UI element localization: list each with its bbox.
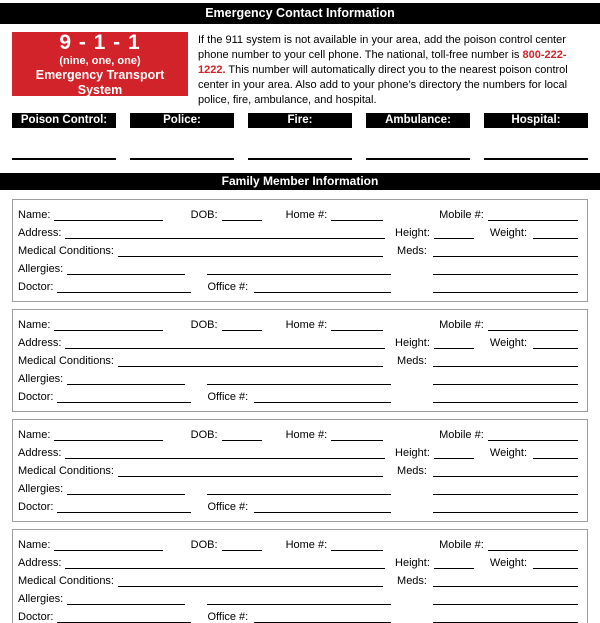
address-field-label: Address: <box>18 337 62 349</box>
medical-conditions-row <box>18 571 578 589</box>
home-phone-field-blank <box>331 550 383 551</box>
address-row <box>18 333 578 351</box>
allergies-continuation-blank <box>207 494 391 495</box>
mobile-phone-field-blank <box>488 440 578 441</box>
name-field-label: Name: <box>18 209 51 221</box>
911-red-box <box>12 32 188 96</box>
intro-paragraph <box>198 32 588 108</box>
allergies-field-blank <box>67 274 185 275</box>
meds-field-blank <box>433 366 578 367</box>
name-field-label: Name: <box>18 319 51 331</box>
name-field-blank <box>54 550 162 551</box>
weight-field-label: Weight: <box>489 447 527 459</box>
meds-field-blank <box>433 476 578 477</box>
meds-field-label: Meds: <box>397 245 427 257</box>
height-field-label: Height: <box>395 337 430 349</box>
mobile-phone-field-label: Mobile #: <box>439 539 484 551</box>
dob-field-label: DOB: <box>190 319 218 331</box>
meds-field-blank <box>433 586 578 587</box>
medical-conditions-field-blank <box>118 586 383 587</box>
address-field-label: Address: <box>18 227 62 239</box>
weight-field-label: Weight: <box>489 337 527 349</box>
office-phone-field-label: Office #: <box>207 611 249 623</box>
mobile-phone-field-label: Mobile #: <box>439 319 484 331</box>
allergies-continuation-blank <box>207 604 391 605</box>
medical-conditions-field-blank <box>118 256 383 257</box>
meds-field-blank <box>433 256 578 257</box>
meds-field-label: Meds: <box>397 575 427 587</box>
name-field-label: Name: <box>18 429 51 441</box>
office-phone-field-blank <box>254 402 391 403</box>
medical-conditions-field-label: Medical Conditions: <box>18 355 114 367</box>
name-row <box>18 315 578 333</box>
allergies-field-blank <box>67 494 185 495</box>
medical-conditions-field-label: Medical Conditions: <box>18 575 114 587</box>
doctor-field-blank <box>57 402 191 403</box>
allergies-continuation-blank <box>207 384 391 385</box>
mobile-phone-field-blank <box>488 220 578 221</box>
911-number: 9 - 1 - 1 <box>59 30 141 54</box>
dob-field-label: DOB: <box>190 539 218 551</box>
family-section-header: Family Member Information <box>0 173 600 190</box>
intro-text-after: This number will automatically direct you to the nearest poison control center in your area. Also add to your phone’s directory the numbers for local police, fire, ambulance, and hospital. <box>198 64 568 106</box>
poison-control-phone-number: 800-222-1222. <box>198 49 567 76</box>
weight-field-blank <box>533 238 578 239</box>
name-row <box>18 535 578 553</box>
mobile-phone-field-blank <box>488 330 578 331</box>
home-phone-field-label: Home #: <box>285 209 328 221</box>
doctor-field-label: Doctor: <box>18 501 54 513</box>
height-field-blank <box>434 568 474 569</box>
allergies-field-label: Allergies: <box>18 263 64 275</box>
allergies-field-label: Allergies: <box>18 483 64 495</box>
address-field-blank <box>65 238 385 239</box>
allergies-field-blank <box>67 604 185 605</box>
medical-conditions-field-label: Medical Conditions: <box>18 245 114 257</box>
meds-continuation-blank-1 <box>433 494 578 495</box>
name-row <box>18 205 578 223</box>
weight-field-label: Weight: <box>489 557 527 569</box>
doctor-field-label: Doctor: <box>18 391 54 403</box>
allergies-field-label: Allergies: <box>18 373 64 385</box>
home-phone-field-label: Home #: <box>285 319 328 331</box>
doctor-field-blank <box>57 292 191 293</box>
emergency-section-header: Emergency Contact Information <box>0 3 600 24</box>
address-row <box>18 553 578 571</box>
contact-label-bars <box>12 113 588 128</box>
contact-blank-lines <box>12 158 588 160</box>
doctor-row <box>18 387 578 405</box>
doctor-row <box>18 277 578 295</box>
mobile-phone-field-blank <box>488 550 578 551</box>
allergies-row <box>18 589 578 607</box>
height-field-blank <box>434 458 474 459</box>
address-field-blank <box>65 458 385 459</box>
medical-conditions-row <box>18 351 578 369</box>
allergies-field-label: Allergies: <box>18 593 64 605</box>
911-transport-label: Emergency Transport System <box>35 67 165 97</box>
doctor-field-label: Doctor: <box>18 281 54 293</box>
fire-label-bar: Fire: <box>248 113 352 128</box>
intro-section <box>12 32 588 108</box>
hospital-blank <box>484 158 588 160</box>
office-phone-field-label: Office #: <box>207 391 249 403</box>
home-phone-field-label: Home #: <box>285 429 328 441</box>
name-field-blank <box>54 330 162 331</box>
hospital-label-bar: Hospital: <box>484 113 588 128</box>
height-field-blank <box>434 348 474 349</box>
dob-field-blank <box>222 550 262 551</box>
doctor-field-blank <box>57 512 191 513</box>
allergies-continuation-blank <box>207 274 391 275</box>
home-phone-field-blank <box>331 440 383 441</box>
doctor-row <box>18 607 578 623</box>
height-field-label: Height: <box>395 447 430 459</box>
family-members-section <box>12 199 588 623</box>
meds-continuation-blank-2 <box>433 402 578 403</box>
allergies-row <box>18 259 578 277</box>
family-member-block <box>12 309 588 412</box>
address-field-label: Address: <box>18 557 62 569</box>
family-member-block <box>12 419 588 522</box>
address-field-label: Address: <box>18 447 62 459</box>
medical-conditions-field-blank <box>118 366 383 367</box>
police-blank <box>130 158 234 160</box>
weight-field-blank <box>533 458 578 459</box>
poison-control-label-bar: Poison Control: <box>12 113 116 128</box>
office-phone-field-label: Office #: <box>207 501 249 513</box>
poison-control-blank <box>12 158 116 160</box>
dob-field-label: DOB: <box>190 429 218 441</box>
office-phone-field-label: Office #: <box>207 281 249 293</box>
name-field-blank <box>54 220 162 221</box>
dob-field-blank <box>222 220 262 221</box>
home-phone-field-label: Home #: <box>285 539 328 551</box>
ambulance-label-bar: Ambulance: <box>366 113 470 128</box>
ambulance-blank <box>366 158 470 160</box>
911-spelled-out: (nine, one, one) <box>59 54 141 67</box>
meds-continuation-blank-1 <box>433 384 578 385</box>
meds-continuation-blank-1 <box>433 604 578 605</box>
intro-text-before: If the 911 system is not available in your area, add the poison control center phone number to your cell phone. The national, toll-free number is <box>198 34 566 61</box>
family-member-block <box>12 529 588 623</box>
medical-conditions-field-blank <box>118 476 383 477</box>
meds-continuation-blank-2 <box>433 292 578 293</box>
meds-field-label: Meds: <box>397 355 427 367</box>
dob-field-label: DOB: <box>190 209 218 221</box>
mobile-phone-field-label: Mobile #: <box>439 209 484 221</box>
medical-conditions-row <box>18 461 578 479</box>
dob-field-blank <box>222 440 262 441</box>
allergies-row <box>18 479 578 497</box>
weight-field-blank <box>533 348 578 349</box>
height-field-blank <box>434 238 474 239</box>
allergies-field-blank <box>67 384 185 385</box>
weight-field-label: Weight: <box>489 227 527 239</box>
dob-field-blank <box>222 330 262 331</box>
office-phone-field-blank <box>254 292 391 293</box>
doctor-row <box>18 497 578 515</box>
address-row <box>18 223 578 241</box>
home-phone-field-blank <box>331 220 383 221</box>
medical-conditions-field-label: Medical Conditions: <box>18 465 114 477</box>
meds-continuation-blank-1 <box>433 274 578 275</box>
meds-continuation-blank-2 <box>433 512 578 513</box>
fire-blank <box>248 158 352 160</box>
address-field-blank <box>65 348 385 349</box>
weight-field-blank <box>533 568 578 569</box>
doctor-field-label: Doctor: <box>18 611 54 623</box>
allergies-row <box>18 369 578 387</box>
height-field-label: Height: <box>395 557 430 569</box>
mobile-phone-field-label: Mobile #: <box>439 429 484 441</box>
meds-field-label: Meds: <box>397 465 427 477</box>
home-phone-field-blank <box>331 330 383 331</box>
name-field-label: Name: <box>18 539 51 551</box>
address-field-blank <box>65 568 385 569</box>
police-label-bar: Police: <box>130 113 234 128</box>
family-member-block <box>12 199 588 302</box>
office-phone-field-blank <box>254 512 391 513</box>
height-field-label: Height: <box>395 227 430 239</box>
name-field-blank <box>54 440 162 441</box>
name-row <box>18 425 578 443</box>
address-row <box>18 443 578 461</box>
medical-conditions-row <box>18 241 578 259</box>
